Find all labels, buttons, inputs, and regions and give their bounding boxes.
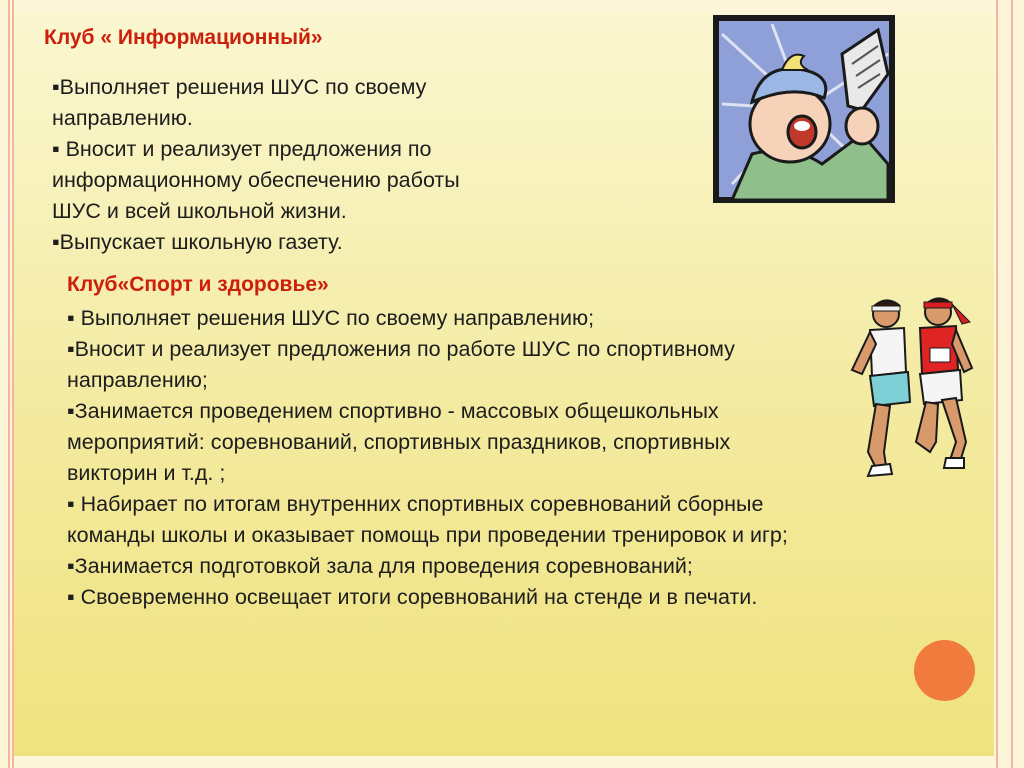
club-sport-line: ▪ Своевременно освещает итоги соревнований на стенде и в печати.: [67, 585, 758, 609]
border-line-left-inner: [12, 0, 14, 768]
slide-border-bottom: [0, 756, 1024, 768]
runners-image: [846, 292, 976, 492]
club-sport-line: команды школы и оказывает помощь при проведении тренировок и игр;: [67, 523, 788, 547]
club-sport-line: направлению;: [67, 368, 208, 392]
slide-border-right: [994, 0, 1024, 768]
club-sport-line: мероприятий: соревнований, спортивных праздников, спортивных: [67, 430, 731, 454]
club-sport-text: [67, 303, 947, 613]
border-line-right-outer: [1011, 0, 1013, 768]
club-sport-line: викторин и т.д. ;: [67, 461, 226, 485]
club-info-line: направлению.: [52, 106, 193, 130]
decorative-circle: [914, 640, 975, 701]
club-sport-line: ▪Занимается проведением спортивно - массовых общешкольных: [67, 399, 719, 423]
newspaper-boy-image: [712, 14, 898, 204]
club-info-line: ▪ Вносит и реализует предложения по: [52, 137, 432, 161]
slide-border-top: [0, 0, 1024, 14]
border-line-left: [8, 0, 10, 768]
club-sport-line: ▪ Выполняет решения ШУС по своему направлению;: [67, 306, 595, 330]
club-info-line: ▪Выпускает школьную газету.: [52, 230, 343, 254]
club-info-title: Клуб « Информационный»: [44, 26, 323, 49]
club-info-line: ШУС и всей школьной жизни.: [52, 199, 347, 223]
club-sport-line: ▪ Набирает по итогам внутренних спортивных соревнований сборные: [67, 492, 764, 516]
border-line-right: [996, 0, 998, 768]
club-info-line: информационному обеспечению работы: [52, 168, 460, 192]
club-info-text: [52, 72, 552, 258]
club-sport-line: ▪Вносит и реализует предложения по работе ШУС по спортивному: [67, 337, 735, 361]
club-sport-title: Клуб«Спорт и здоровье»: [67, 273, 329, 296]
club-info-line: ▪Выполняет решения ШУС по своему: [52, 75, 427, 99]
club-sport-line: ▪Занимается подготовкой зала для проведения соревнований;: [67, 554, 693, 578]
